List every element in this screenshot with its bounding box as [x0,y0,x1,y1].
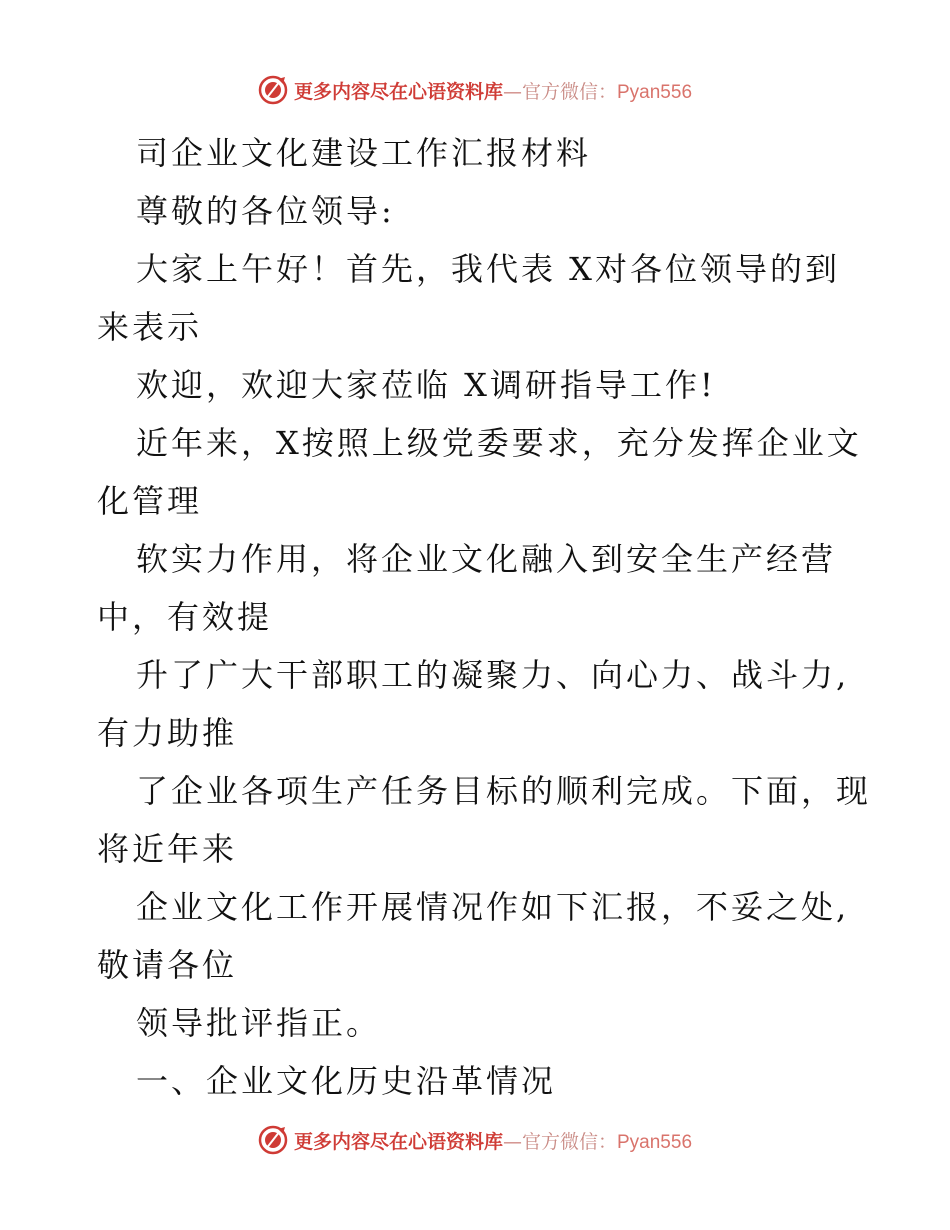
watermark-secondary-text: 官方微信： [521,1130,617,1153]
paragraph-line: 敬请各位 [97,946,238,984]
paragraph-line: 升了广大干部职工的凝聚力、向心力、战斗力, [136,656,850,694]
paragraph-line: 化管理 [97,482,203,520]
watermark-separator: — [502,1130,522,1153]
footer-watermark [0,1120,950,1160]
paragraph-line: 有力助推 [97,714,238,752]
paragraph-line: 领导批评指正。 [136,1004,382,1042]
paragraph-line: 将近年来 [97,830,238,868]
header-watermark [0,70,950,110]
paragraph-line: 中，有效提 [97,598,273,636]
salutation-line: 尊敬的各位领导: [136,192,395,230]
doc-title-line: 司企业文化建设工作汇报材料 [136,134,592,172]
section-heading: 一、企业文化历史沿革情况 [136,1062,557,1100]
pen-logo-icon [258,75,288,105]
watermark-main-text: 更多内容尽在心语资料库 [293,1130,503,1153]
paragraph-line: 大家上午好！首先，我代表 X对各位领导的到 [136,250,840,288]
watermark-main-text: 更多内容尽在心语资料库 [293,80,503,103]
watermark-account: Pyan556 [617,1131,693,1153]
paragraph-line: 软实力作用，将企业文化融入到安全生产经营 [136,540,837,578]
paragraph-line: 近年来，X按照上级党委要求，充分发挥企业文 [136,424,862,462]
watermark-account: Pyan556 [617,81,693,103]
paragraph-line: 了企业各项生产任务目标的顺利完成。下面，现 [136,772,872,810]
watermark-separator: — [502,80,522,103]
document-body [97,124,877,1110]
paragraph-line: 企业文化工作开展情况作如下汇报，不妥之处, [136,888,850,926]
pen-logo-icon [258,1125,288,1155]
watermark-secondary-text: 官方微信： [521,80,617,103]
paragraph-line: 欢迎，欢迎大家莅临 X调研指导工作! [136,366,716,404]
paragraph-line: 来表示 [97,308,203,346]
